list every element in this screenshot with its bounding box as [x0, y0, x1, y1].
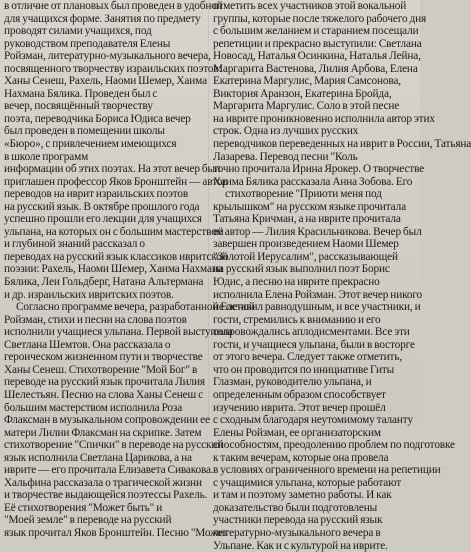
text-line: от этого вечера. Следует также отметить, — [213, 351, 403, 364]
text-line: героическом жизненном пути и творчестве — [4, 351, 203, 364]
text-line: Татьяна Кричман, а на иврите прочитала — [213, 213, 401, 226]
text-line: что он проводится по инициативе Гиты — [213, 363, 395, 376]
text-line: доказательство были подготовлены — [213, 501, 378, 514]
text-line: исполнила Елена Ройзман. Этот вечер никого — [213, 288, 423, 301]
text-line: Маргарита Маргулис. Соло в этой песне — [213, 100, 400, 113]
text-line: "Золотой Иерусалим", рассказывающей — [213, 250, 398, 263]
text-line: Бялика, Леи Гольдберг, Натана Альтермана — [4, 276, 204, 289]
text-line: Новосад, Наталья Осинкина, Наталья Лейна, — [213, 50, 421, 63]
text-line: исполнили учащиеся ульпана. Первой выступила — [4, 326, 233, 339]
text-line: Согласно программе вечера, разработанной Еленой — [16, 301, 255, 314]
text-line: группы, которые после тяжелого рабочего дня — [213, 12, 427, 25]
text-line: Екатерина Маргулис, Мария Самсонова, — [213, 75, 401, 88]
text-line: Ханы Сенеш. Стихотворение "Мой Бог" в — [4, 363, 198, 376]
text-line: и творчестве выдающейся поэтессы Рахель. — [4, 489, 208, 502]
text-line: и там и поэтому заметно работы. И как — [213, 489, 392, 502]
text-line: точно прочитала Ирина Ярокер. О творчестве — [213, 163, 424, 176]
text-line: «Бюро», с привлечением имеющихся — [4, 138, 177, 151]
text-line: литературно-музыкального вечера в — [213, 526, 381, 539]
text-line: приглашен профессор Яков Бронштейн — автор — [4, 175, 228, 188]
text-line: завершен произведением Наоми Шемер — [213, 238, 399, 251]
text-line: переводов на иврит израильских поэтов — [4, 188, 189, 201]
text-line: строк. Одна из лучших русских — [213, 125, 359, 138]
text-line: Ройзман, стихи и песни на слова поэтов — [4, 313, 187, 326]
text-line: Юдис, а песню на иврите прекрасно — [213, 276, 380, 289]
text-line: Ханы Сенеш, Рахель, Наоми Шемер, Хаима — [4, 75, 207, 88]
text-line: изучению иврита. Этот вечер прошёл — [213, 401, 386, 414]
text-line: поэта, переводчика Бориса Юдиса вечер — [4, 112, 191, 125]
text-line: с большим желанием и старанием посещали — [213, 25, 419, 38]
left-text-column — [4, 0, 255, 540]
text-line: Елены Ройзман, ее организаторским — [213, 426, 381, 439]
text-line: в отличие от плановых был проведен в удобной — [4, 0, 223, 12]
text-line: "Моей земле" в переводе на русский — [4, 514, 172, 527]
text-line: определенным образом способствует — [213, 388, 386, 401]
text-line: информации об этих поэтах. На этот вечер был — [4, 163, 221, 176]
text-line: переводчиков переведенных на иврит в России, Татьяна — [213, 138, 471, 151]
text-line: сопровождались аплодисментами. Все эти — [213, 326, 410, 339]
text-line: язык прочитал Яков Бронштейн. Песню "Может — [4, 526, 228, 539]
text-line: Шелестьян. Песню на слова Ханы Сенеш с — [4, 388, 203, 401]
text-line: её автор — Лилия Красильникова. Вечер был — [213, 225, 422, 238]
column-gutter — [208, 0, 209, 420]
text-line: стихотворение "Приюти меня под — [225, 188, 382, 201]
text-line: был проведен в помещении школы — [4, 125, 165, 138]
right-text-column — [213, 0, 471, 552]
text-line: Ройзман, литературно-музыкального вечера, — [4, 50, 211, 63]
text-line: язык исполнила Светлана Царикова, а на — [4, 451, 192, 464]
text-line: для учащихся форме. Занятия по предмету — [4, 12, 201, 25]
text-line: Виктория Аранзон, Екатерина Бройда, — [213, 87, 392, 100]
text-line: гости, и учащиеся ульпана, были в восторге — [213, 338, 415, 351]
text-line: участники перевода на русский язык — [213, 514, 383, 527]
text-line: руководством преподавателя Елены — [4, 37, 171, 50]
text-line: крылышком" на русском языке прочитала — [213, 200, 406, 213]
text-line: Ульпане. Как и с культурой на иврите. — [213, 539, 388, 552]
text-line: Хальфина рассказала о трагической жизни — [4, 476, 202, 489]
text-line: отметить всех участников этой вокальной — [213, 0, 407, 12]
text-line: ульпана, на которых он с большим мастерством — [4, 225, 224, 238]
text-line: Маргарита Вастенова, Лилия Арбова, Елена — [213, 62, 418, 75]
text-line: и др. израильских ивритских поэтов. — [4, 288, 174, 301]
text-line: матери Лилии Флаксман на скрипке. Затем — [4, 426, 202, 439]
text-line: переводах на русский язык классиков ивритской — [4, 250, 228, 263]
text-line: Флаксман в музыкальном сопровождении ее — [4, 414, 210, 427]
text-line: Нахмана Бялика. Проведен был с — [4, 87, 158, 100]
text-line: к таким вечерам, которые она провела — [213, 451, 389, 464]
text-line: проводят силами учащихся, под — [4, 25, 152, 38]
text-line: успешно прошли его лекции для учащихся — [4, 213, 202, 226]
text-line: посвященного творчеству израильских поэтов: — [4, 62, 222, 75]
text-line: с учащимися ульпана, которые работают — [213, 476, 402, 489]
text-line: переводе на русский язык прочитала Лилия — [4, 376, 205, 389]
text-line: на русский язык. В октябре прошлого года — [4, 200, 200, 213]
text-line: репетиции и прекрасно выступили: Светлана — [213, 37, 422, 50]
text-line: в школе программ — [4, 150, 89, 163]
text-line: иврите — его прочитала Елизавета Сивакова. — [4, 464, 214, 477]
text-line: не оставил равнодушным, и все участники, и — [213, 301, 421, 314]
text-line: Лазарева. Перевод песни "Коль — [213, 150, 358, 163]
text-line: Светлана Шемтов. Она рассказала о — [4, 338, 171, 351]
text-line: Глазман, руководителю ульпана, и — [213, 376, 372, 389]
text-line: вечер, посвящённый творчеству — [4, 100, 153, 113]
text-line: гости, стремились к вниманию и его — [213, 313, 381, 326]
text-line: способностям, преодолению проблем по подготовке — [213, 439, 455, 452]
text-line: стихотворение "Спички" в переводе на русский — [4, 439, 224, 452]
text-line: с сходным благодаря неутомимому таланту — [213, 414, 413, 427]
text-line: и глубиной знаний рассказал о — [4, 238, 145, 251]
text-line: Её стихотворения "Может быть" и — [4, 501, 163, 514]
text-line: на русский язык выполнил поэт Борис — [213, 263, 390, 276]
text-line: поэзии: Рахель, Наоми Шемер, Хаима Нахмана — [4, 263, 223, 276]
text-line: большим мастерством исполнила Роза — [4, 401, 183, 414]
text-line: в условиях ограниченного времени на репетиции — [213, 464, 441, 477]
text-line: на иврите проникновенно исполнила автор этих — [213, 112, 435, 125]
text-line: Хаима Бялика рассказала Анна Зобова. Его — [213, 175, 413, 188]
